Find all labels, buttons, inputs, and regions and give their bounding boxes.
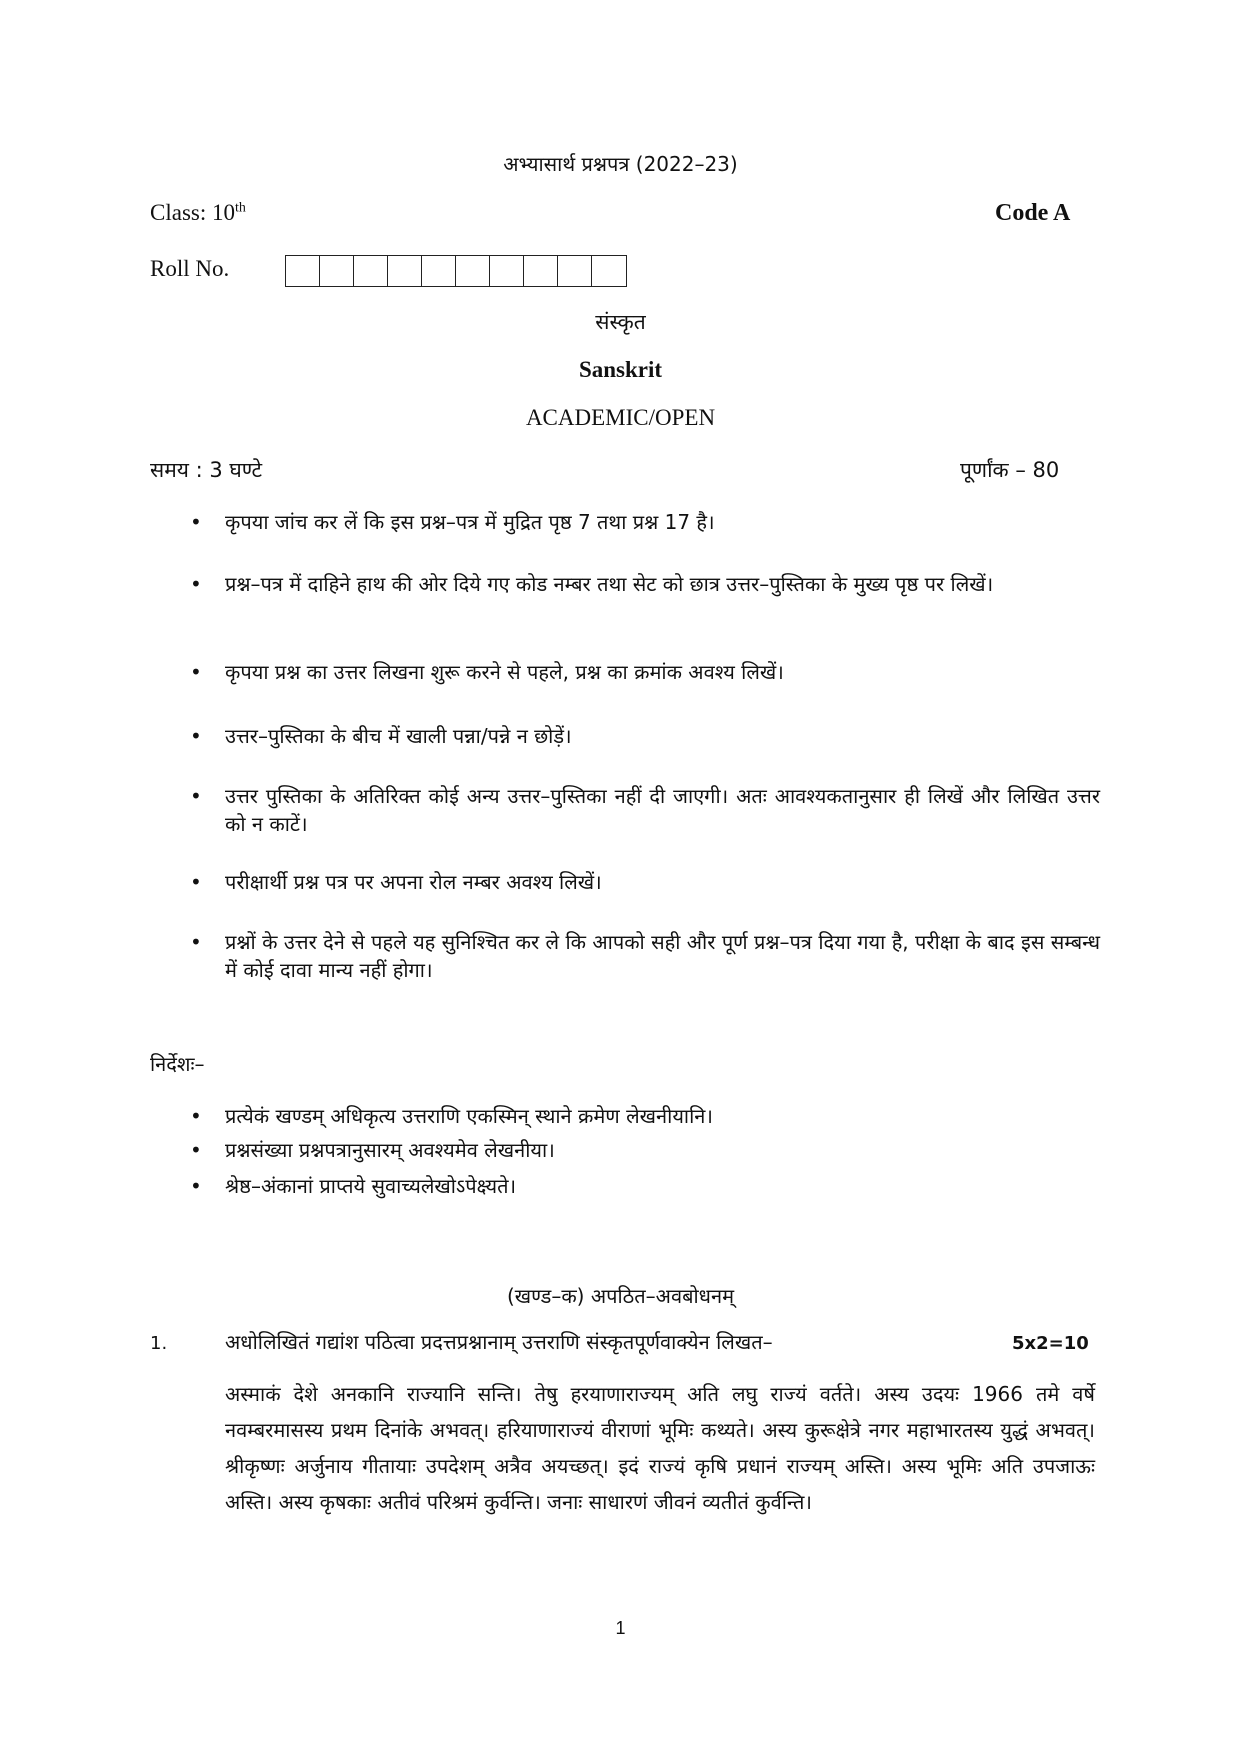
- class-label: Class: 10th: [150, 200, 246, 225]
- roll-number-box[interactable]: [320, 256, 354, 286]
- bullet-icon: •: [190, 1138, 202, 1162]
- unseen-passage: अस्माकं देशे अनकानि राज्यानि सन्ति। तेषु हरयाणाराज्यम् अति लघु राज्यं वर्तते। अस्य उदयः 1966 तमे वर्षे नवम्बरमासस्य प्रथम दिनांके अभवत्। हरियाणाराज्यं वीराणां भूमिः कथ्यते। अस्य कुरूक्षेत्रे नगर महाभारतस्य युद्धं अभवत्। श्रीकृष्णः अर्जुनाय गीतायाः उपदेशम् अत्रैव अयच्छत्। इदं राज्यं कृषि प्रधानं राज्यम् अस्ति। अस्य भूमिः अति उपजाऊः अस्ति। अस्य कृषकाः अतीवं परिश्रमं कुर्वन्ति। जनाः साधारणं जीवनं व्यतीतं कुर्वन्ति।: [225, 1382, 1095, 1514]
- section-title: (खण्ड–क) अपठित–अवबोधनम्: [506, 1284, 735, 1308]
- instruction-item: • परीक्षार्थी प्रश्न पत्र पर अपना रोल नम्बर अवश्य लिखें।: [190, 870, 602, 894]
- bullet-icon: •: [190, 784, 202, 808]
- direction-item: • श्रेष्ठ–अंकानां प्राप्तये सुवाच्यलेखोऽपेक्ष्यते।: [190, 1174, 517, 1198]
- instruction-item: • उत्तर पुस्तिका के अतिरिक्त कोई अन्य उत्तर–पुस्तिका नहीं दी जाएगी। अतः आवश्यकतानुसार ही लिखें और लिखित उत्तर को न काटें।: [190, 784, 1100, 836]
- class-superscript: th: [234, 200, 246, 216]
- roll-number-box[interactable]: [558, 256, 592, 286]
- question-number: 1.: [150, 1333, 168, 1354]
- instruction-item: • कृपया प्रश्न का उत्तर लिखना शुरू करने से पहले, प्रश्न का क्रमांक अवश्य लिखें।: [190, 660, 784, 684]
- time-allowed: समय : 3 घण्टे: [150, 458, 263, 482]
- bullet-icon: •: [190, 1104, 202, 1128]
- direction-item: • प्रश्नसंख्या प्रश्नपत्रानुसारम् अवश्यमेव लेखनीया।: [190, 1138, 555, 1162]
- roll-number-box[interactable]: [286, 256, 320, 286]
- bullet-icon: •: [190, 572, 202, 596]
- max-marks: पूर्णांक – 80: [960, 458, 1060, 482]
- direction-item: • प्रत्येकं खण्डम् अधिकृत्य उत्तराणि एकस्मिन् स्थाने क्रमेण लेखनीयानि।: [190, 1104, 713, 1128]
- question-text: अधोलिखितं गद्यांश पठित्वा प्रदत्तप्रश्नानाम् उत्तराणि संस्कृतपूर्णवाक्येन लिखत–: [225, 1330, 773, 1354]
- roll-number-box[interactable]: [388, 256, 422, 286]
- roll-number-box[interactable]: [422, 256, 456, 286]
- paper-title: अभ्यासार्थ प्रश्नपत्र (2022–23): [503, 152, 738, 176]
- subject-english: Sanskrit: [578, 357, 663, 382]
- roll-number-box[interactable]: [524, 256, 558, 286]
- paper-code: Code A: [995, 200, 1071, 226]
- roll-number-box[interactable]: [592, 256, 626, 286]
- bullet-icon: •: [190, 510, 202, 534]
- instruction-item: • प्रश्नों के उत्तर देने से पहले यह सुनिश्चित कर ले कि आपको सही और पूर्ण प्रश्न–पत्र दिया गया है, परीक्षा के बाद इस सम्बन्ध में कोई दावा मान्य नहीं होगा।: [190, 930, 1100, 982]
- instruction-item: • कृपया जांच कर लें कि इस प्रश्न–पत्र में मुद्रित पृष्ठ 7 तथा प्रश्न 17 है।: [190, 510, 715, 534]
- bullet-icon: •: [190, 1174, 202, 1198]
- roll-number-box[interactable]: [354, 256, 388, 286]
- roll-number-label: Roll No.: [150, 256, 230, 281]
- stream-label: ACADEMIC/OPEN: [525, 405, 716, 430]
- directions-title: निर्देशः–: [150, 1052, 205, 1076]
- bullet-icon: •: [190, 660, 202, 684]
- bullet-icon: •: [190, 930, 202, 954]
- page-number: 1: [615, 1618, 626, 1638]
- bullet-icon: •: [190, 724, 202, 748]
- roll-number-box[interactable]: [456, 256, 490, 286]
- bullet-icon: •: [190, 870, 202, 894]
- subject-hindi: संस्कृत: [595, 310, 646, 334]
- instruction-item: • उत्तर–पुस्तिका के बीच में खाली पन्ना/पन्ने न छोड़ें।: [190, 724, 572, 748]
- roll-number-boxes[interactable]: [285, 255, 627, 287]
- instruction-item: • प्रश्न–पत्र में दाहिने हाथ की ओर दिये गए कोड नम्बर तथा सेट को छात्र उत्तर–पुस्तिका के मुख्य पृष्ठ पर लिखें।: [190, 572, 994, 596]
- question-marks: 5x2=10: [1012, 1333, 1089, 1354]
- roll-number-box[interactable]: [490, 256, 524, 286]
